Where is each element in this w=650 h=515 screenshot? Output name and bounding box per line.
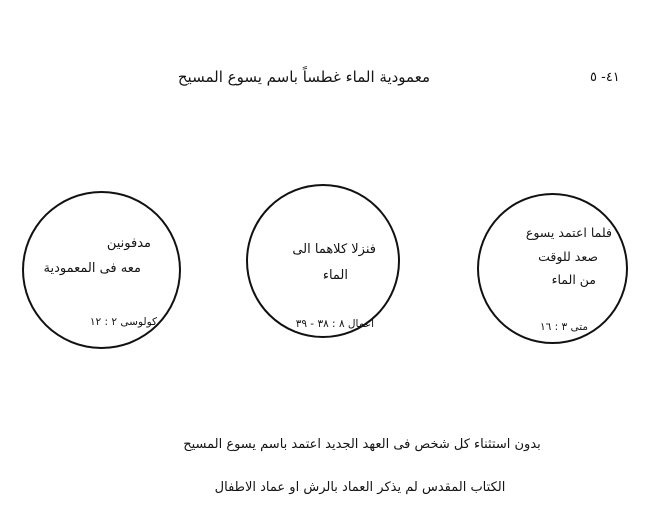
verse-circle-middle	[246, 184, 400, 338]
page-title: معمودية الماء غطساً باسم يسوع المسيح	[177, 68, 430, 86]
verse-line: مدفونين	[106, 236, 151, 251]
verse-line: من الماء	[551, 272, 596, 287]
verse-line: الماء	[322, 268, 348, 283]
verse-line: صعد للوقت	[538, 249, 598, 264]
verse-line: فلما اعتمد يسوع	[525, 225, 612, 240]
verse-reference: متى ٣ : ١٦	[539, 321, 588, 333]
footer-line-1: بدون استثناء كل شخص فى العهد الجديد اعتمد باسم يسوع المسيح	[183, 437, 541, 452]
verse-line: فنزلا كلاهما الى	[292, 242, 376, 257]
verse-line: معه فى المعمودية	[43, 261, 141, 276]
footer-line-2: الكتاب المقدس لم يذكر العماد بالرش او عماد الاطفال	[214, 480, 506, 495]
verse-circle-right	[477, 193, 628, 344]
verse-reference: اعمال ٨ : ٣٨ - ٣٩	[295, 318, 374, 330]
page-number: ٤١- ٥	[590, 70, 620, 85]
verse-reference: كولوسى ٢ : ١٢	[89, 316, 157, 328]
verse-circle-left	[22, 191, 181, 349]
